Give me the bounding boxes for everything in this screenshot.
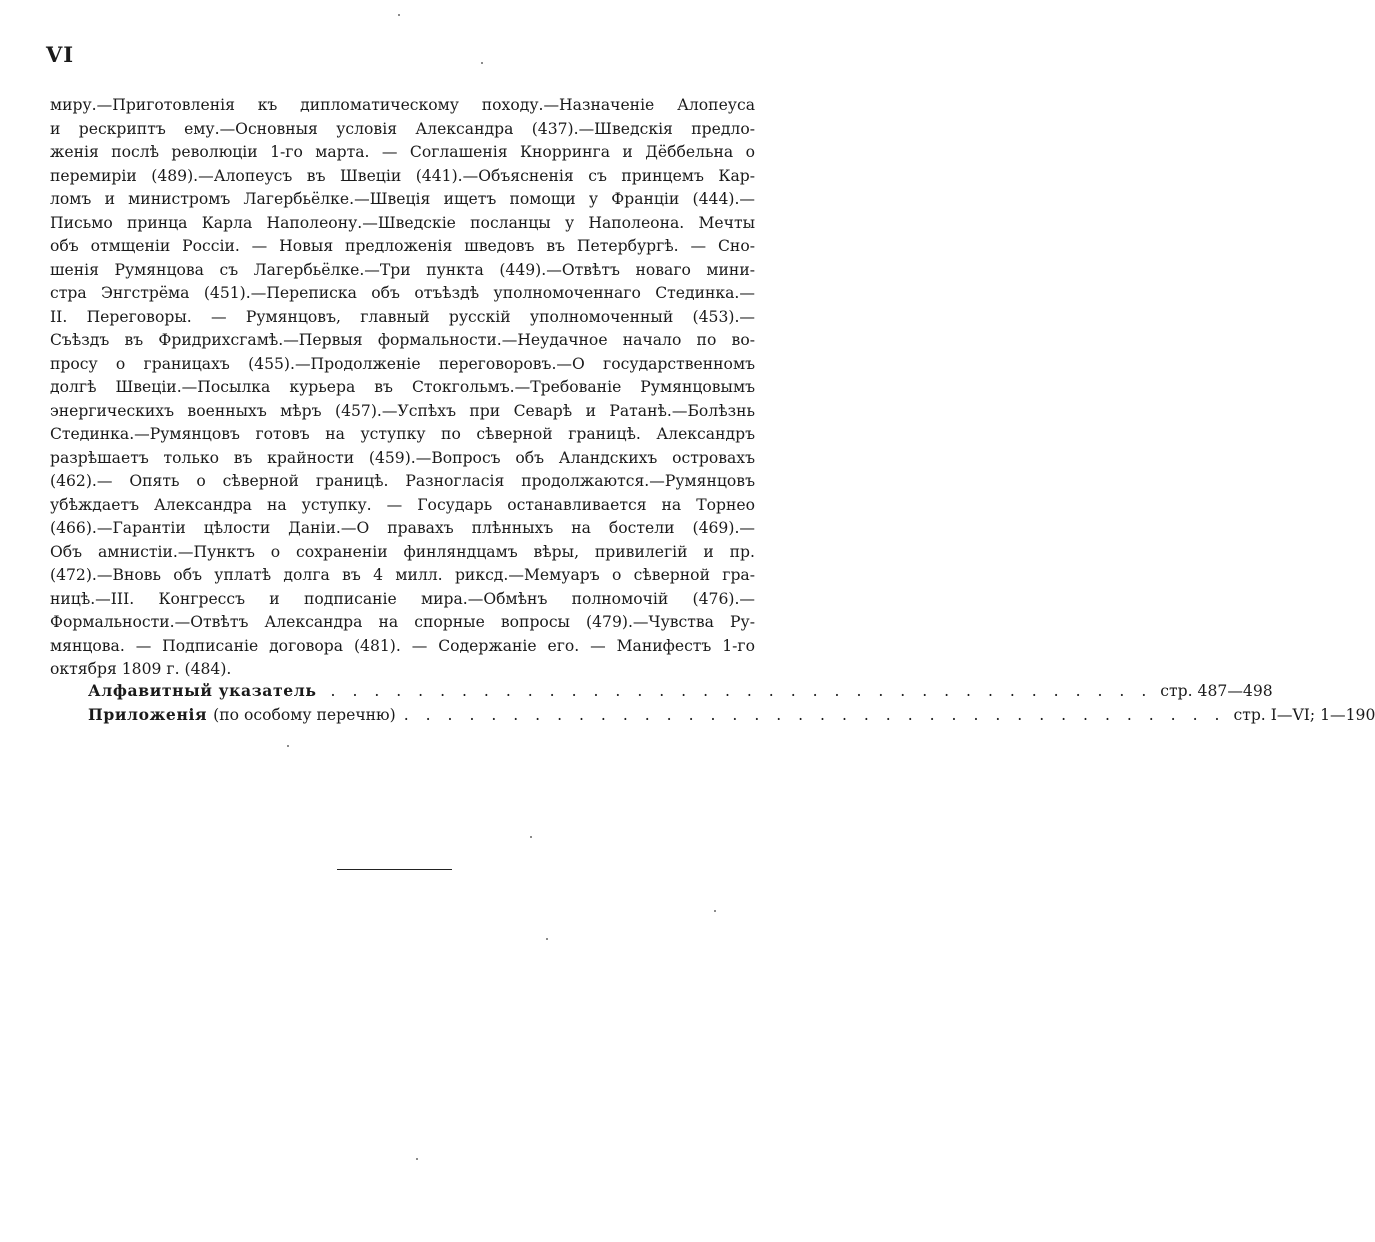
- text-line: и рескриптъ ему.—Основныя условія Александра (437).—Шведскія предло-: [50, 119, 755, 138]
- scan-speck: [714, 910, 716, 912]
- text-line: объ отмщеніи Россіи. — Новыя предложенія шведовъ въ Петербургѣ. — Сно-: [50, 237, 755, 255]
- text-line: женія послѣ революціи 1-го марта. — Соглашенія Кнорринга и Дёббельна о: [50, 143, 755, 161]
- text-line: Съѣздъ въ Фридрихсгамѣ.—Первыя формальности.—Неудачное начало по во-: [50, 331, 755, 349]
- scan-speck: [398, 14, 400, 16]
- toc-entry-index: [88, 679, 1273, 703]
- text-line: долгѣ Швеціи.—Посылка курьера въ Стокгольмъ.—Требованіе Румянцовымъ: [50, 378, 755, 396]
- text-line: ломъ и министромъ Лагербьёлке.—Швеція ищетъ помощи у Франціи (444).—: [50, 190, 755, 208]
- toc-entry-pages: стр. I—VI; 1—190: [1233, 705, 1375, 724]
- toc-entry-appendices: [88, 703, 1375, 727]
- text-line: просу о границахъ (455).—Продолженіе переговоровъ.—О государственномъ: [50, 354, 755, 373]
- text-line-section-2: II. Переговоры. — Румянцовъ, главный русскій уполномоченный (453).—: [50, 307, 755, 326]
- text-line: миру.—Приготовленія къ дипломатическому походу.—Назначеніе Алопеуса: [50, 96, 755, 114]
- text-line: стра Энгстрёма (451).—Переписка объ отъѣздѣ уполномоченнаго Стединка.—: [50, 284, 755, 302]
- toc-leader-dots: . . . . . . . . . . . . . . . . . . . . . . . . . . . . . . . . . . . . . .: [330, 682, 1153, 700]
- text-line: шенія Румянцова съ Лагербьёлке.—Три пункта (449).—Отвѣтъ новаго мини-: [50, 260, 755, 279]
- section-end-rule: [337, 869, 452, 870]
- text-line: Формальности.—Отвѣтъ Александра на спорные вопросы (479).—Чувства Ру-: [50, 613, 755, 631]
- text-line: убѣждаетъ Александра на уступку. — Государь останавливается на Торнео: [50, 495, 755, 514]
- text-line: Письмо принца Карла Наполеону.—Шведскіе посланцы у Наполеона. Мечты: [50, 213, 755, 232]
- text-line: Объ амнистіи.—Пунктъ о сохраненіи финляндцамъ вѣры, привилегій и пр.: [50, 542, 755, 561]
- toc-entry-note: (по особому перечню): [213, 705, 396, 724]
- scan-speck: [481, 62, 483, 64]
- toc-entry-label: Приложенія: [88, 704, 208, 724]
- toc-list: [88, 679, 1375, 726]
- text-line-section-3: ницѣ.—III. Конгрессъ и подписаніе мира.—Обмѣнъ полномочій (476).—: [50, 589, 755, 608]
- text-line: (466).—Гарантіи цѣлости Даніи.—О правахъ плѣнныхъ на бостели (469).—: [50, 519, 755, 537]
- text-line: мянцова. — Подписаніе договора (481). — Содержаніе его. — Манифестъ 1-го: [50, 636, 755, 655]
- text-line: перемиріи (489).—Алопеусъ въ Швеціи (441).—Объясненія съ принцемъ Кар-: [50, 166, 755, 185]
- text-line: (472).—Вновь объ уплатѣ долга въ 4 милл. риксд.—Мемуаръ о сѣверной гра-: [50, 566, 755, 584]
- toc-entry-pages: стр. 487—498: [1160, 682, 1273, 700]
- scan-speck: [416, 1158, 418, 1160]
- toc-leader-dots: . . . . . . . . . . . . . . . . . . . . . . . . . . . . . . . . . . . . . .: [403, 705, 1226, 724]
- page-number: VI: [46, 42, 75, 67]
- text-line: (462).— Опять о сѣверной границѣ. Разногласія продолжаются.—Румянцовъ: [50, 472, 755, 490]
- scan-speck: [530, 836, 532, 838]
- scan-speck: [287, 745, 289, 747]
- text-line: Стединка.—Румянцовъ готовъ на уступку по сѣверной границѣ. Александръ: [50, 425, 755, 443]
- text-line: октября 1809 г. (484).: [50, 660, 232, 678]
- scan-speck: [546, 938, 548, 940]
- text-line: разрѣшаетъ только въ крайности (459).—Вопросъ объ Аландскихъ островахъ: [50, 448, 755, 467]
- toc-entry-label: Алфавитный указатель: [88, 681, 317, 700]
- text-line: энергическихъ военныхъ мѣръ (457).—Успѣхъ при Севарѣ и Ратанѣ.—Болѣзнь: [50, 401, 755, 420]
- contents-paragraph: [50, 94, 755, 682]
